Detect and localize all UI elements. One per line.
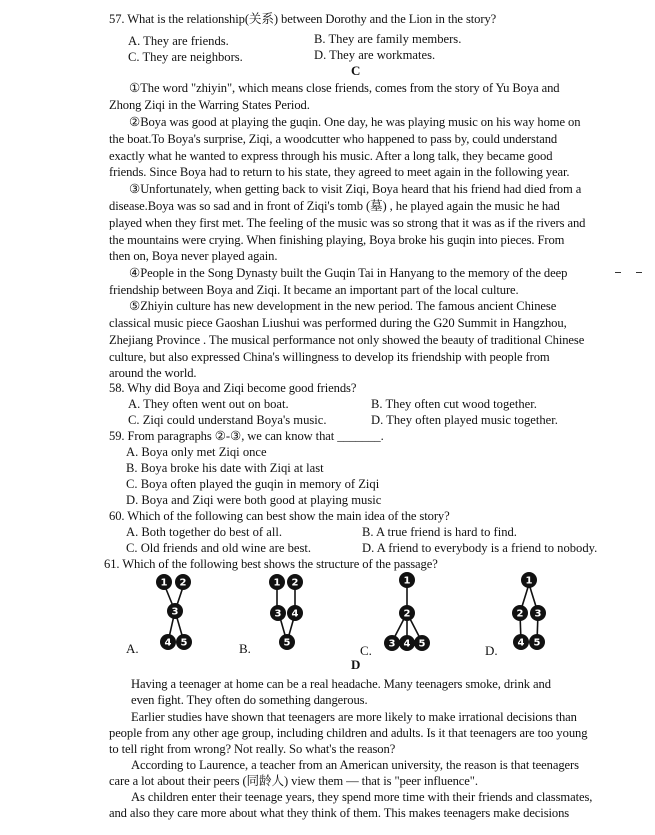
structure-diagram-b [265,568,325,652]
passage-d-line: As children enter their teenage years, they spend more time with their friends and classmates, [131,790,593,804]
svg-text:2: 2 [516,608,524,620]
passage-c-line: friends. Since Boya had to return to his state, they agreed to meet again in the following year. [109,165,570,179]
diagram-d-label: D. [485,643,498,658]
question-59-option-d: D. Boya and Ziqi were both good at playing music [126,493,382,507]
node-5-icon [279,634,295,650]
svg-text:5: 5 [418,638,426,650]
passage-c-line: around the world. [109,366,197,380]
node-1-icon [521,572,537,588]
node-2-icon [399,605,415,621]
question-61-stem: 61. Which of the following best shows the structure of the passage? [104,557,438,571]
svg-text:4: 4 [164,637,172,649]
svg-text:1: 1 [403,575,411,587]
passage-c-line: then on, Boya never played again. [109,249,278,263]
node-4-icon [287,605,303,621]
passage-c-line: ④People in the Song Dynasty built the Guqin Tai in Hanyang to the memory of the deep [129,266,568,280]
question-58-stem: 58. Why did Boya and Ziqi become good friends? [109,381,357,395]
node-4-icon [513,634,529,650]
svg-text:2: 2 [403,608,411,620]
svg-text:1: 1 [273,577,281,589]
node-4-icon [160,634,176,650]
svg-text:1: 1 [525,575,533,587]
scan-mark [615,272,621,273]
svg-text:3: 3 [274,608,282,620]
structure-diagram-c [382,568,442,652]
question-59-option-c: C. Boya often played the guqin in memory of Ziqi [126,477,380,491]
svg-text:5: 5 [180,637,188,649]
svg-text:5: 5 [533,637,541,649]
svg-text:3: 3 [534,608,542,620]
node-1-icon [399,572,415,588]
node-3-icon [270,605,286,621]
structure-diagram-d [507,568,567,652]
passage-d-line: Having a teenager at home can be a real headache. Many teenagers smoke, drink and [131,677,551,691]
scan-mark [636,272,642,273]
passage-c-line: Zhong Ziqi in the Warring States Period. [109,98,310,112]
diagram-b-label: B. [239,641,251,656]
node-5-icon [414,635,430,651]
question-57-option-b: B. They are family members. [314,32,462,46]
svg-text:4: 4 [403,638,411,650]
node-1-icon [156,574,172,590]
question-59-option-a: A. Boya only met Ziqi once [126,445,267,459]
question-58-option-d: D. They often played music together. [371,413,558,427]
passage-c-line: Zhejiang Province . The musical performance not only showed the beauty of traditional Chinese [109,333,585,347]
passage-c-line: ①The word "zhiyin", which means close friends, comes from the story of Yu Boya and [129,81,560,95]
passage-d-line: Earlier studies have shown that teenagers are more likely to make irrational decisions than [131,710,577,724]
node-3-icon [167,603,183,619]
section-c-heading: C [351,63,361,78]
structure-diagram-a [148,568,208,652]
passage-c-line: exactly what he wanted to express through his music. After a long talk, they became good [109,149,553,163]
node-4-icon [399,635,415,651]
question-57-option-c: C. They are neighbors. [128,50,243,64]
passage-c-line: disease.Boya was so sad and in front of Ziqi's tomb (墓) , he played again the music he had [109,199,560,213]
question-59-stem: 59. From paragraphs ②-③, we can know that _______. [109,429,384,443]
question-57-stem: 57. What is the relationship(关系) between Dorothy and the Lion in the story? [109,12,497,26]
question-57-option-a: A. They are friends. [128,34,229,48]
question-60-option-c: C. Old friends and old wine are best. [126,541,312,555]
passage-c-line: classical music piece Gaoshan Liushui was performed during the G20 Summit in Hangzhou, [109,316,567,330]
svg-text:4: 4 [517,637,525,649]
passage-c-line: ③Unfortunately, when getting back to visit Ziqi, Boya heard that his friend had died from a [129,182,582,196]
passage-c-line: culture, but also expressed China's willingness to develop its friendship with people from [109,350,550,364]
passage-c-line: the boat.To Boya's surprise, Ziqi, a woodcutter who happened to pass by, could understand [109,132,558,146]
node-3-icon [384,635,400,651]
question-57-option-d: D. They are workmates. [314,48,436,62]
node-2-icon [175,574,191,590]
question-59-option-b: B. Boya broke his date with Ziqi at last [126,461,324,475]
svg-text:2: 2 [291,577,299,589]
passage-d-line: and also they care more about what they think of them. This makes teenagers make decisions [109,806,570,820]
passage-c-line: the mountains were crying. When finishing playing, Boya broke his guqin into pieces. From [109,233,565,247]
svg-text:3: 3 [171,606,179,618]
node-5-icon [176,634,192,650]
svg-text:2: 2 [179,577,187,589]
node-3-icon [530,605,546,621]
svg-text:5: 5 [283,637,291,649]
node-2-icon [512,605,528,621]
passage-c-line: ②Boya was good at playing the guqin. One day, he was playing music on his way home on [129,115,581,129]
passage-d-line: care a lot about their peers (同龄人) view them — that is "peer influence". [109,774,478,788]
question-60-option-b: B. A true friend is hard to find. [362,525,517,539]
passage-c-line: friendship between Boya and Ziqi. It became an important part of the local culture. [109,283,519,297]
svg-text:1: 1 [160,577,168,589]
passage-d-line: even fight. They often do something dangerous. [131,693,368,707]
question-58-option-b: B. They often cut wood together. [371,397,537,411]
diagram-c-label: C. [360,643,372,658]
diagram-a-label: A. [126,641,139,656]
passage-c-line: played when they first met. The feeling of the music was so strong that it was as if the rivers and [109,216,586,230]
passage-d-line: people from any other age group, including children and adults. Is it that teenagers are too young [109,726,588,740]
question-58-option-c: C. Ziqi could understand Boya's music. [128,413,327,427]
node-2-icon [287,574,303,590]
passage-d-line: to tell right from wrong? Not really. So what's the reason? [109,742,396,756]
section-d-heading: D [351,657,361,672]
svg-text:4: 4 [291,608,299,620]
node-1-icon [269,574,285,590]
passage-c-line: ⑤Zhiyin culture has new development in the new period. The famous ancient Chinese [129,299,557,313]
node-5-icon [529,634,545,650]
question-60-option-a: A. Both together do best of all. [126,525,282,539]
passage-d-line: According to Laurence, a teacher from an American university, the reason is that teenagers [131,758,579,772]
question-60-stem: 60. Which of the following can best show the main idea of the story? [109,509,450,523]
question-58-option-a: A. They often went out on boat. [128,397,289,411]
svg-text:3: 3 [388,638,396,650]
question-60-option-d: D. A friend to everybody is a friend to nobody. [362,541,598,555]
